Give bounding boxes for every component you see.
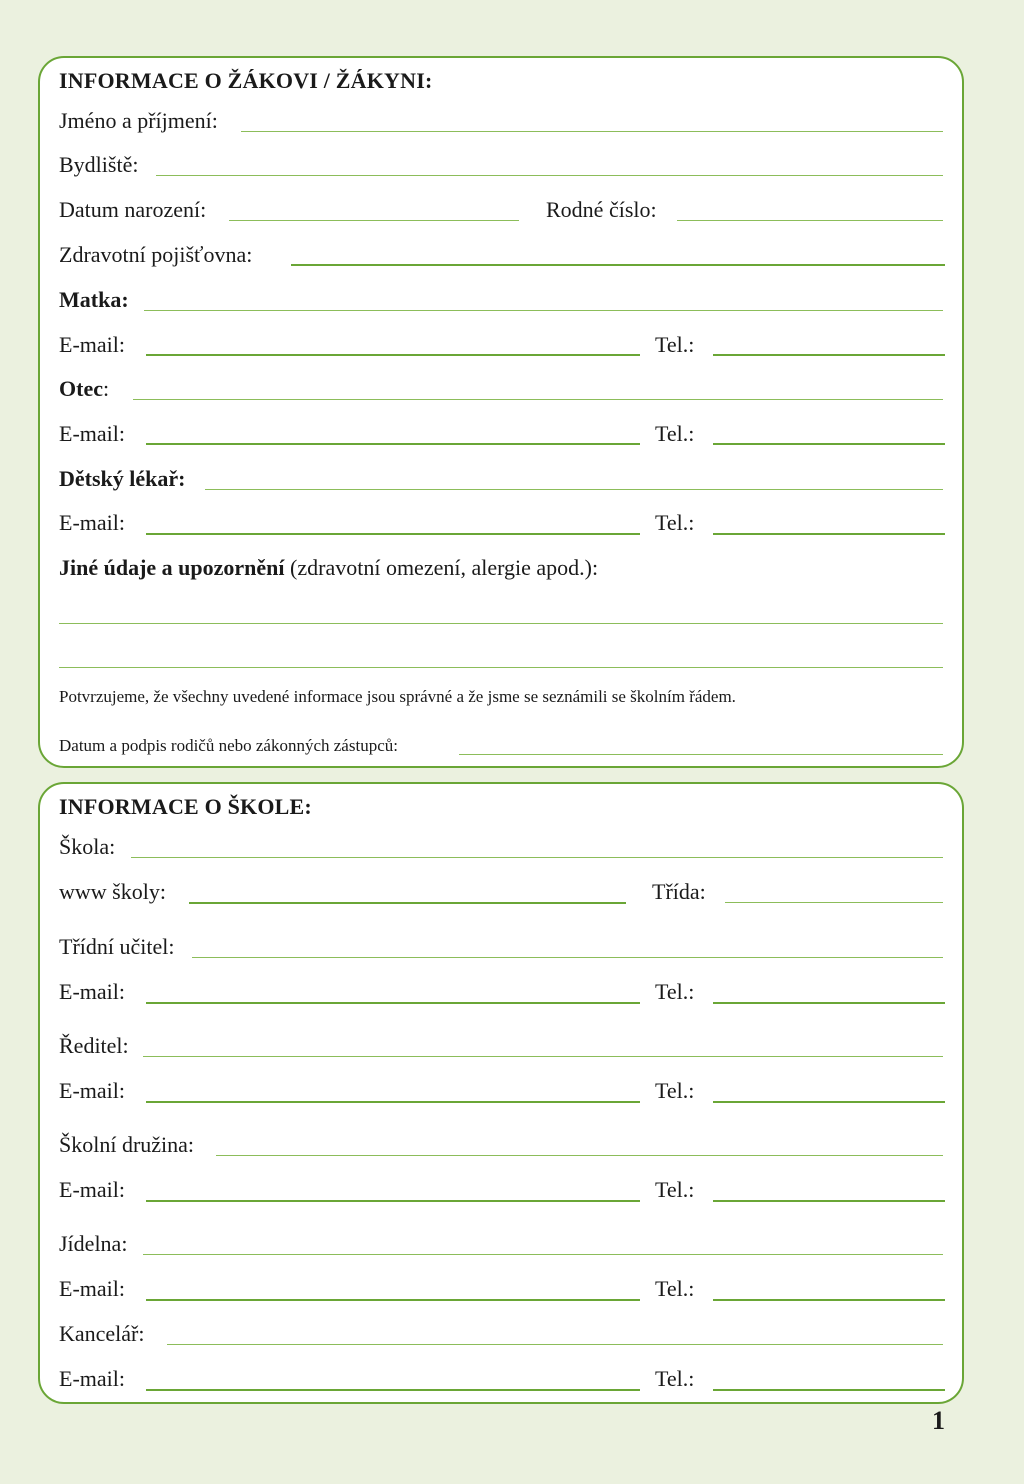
principal-label: Ředitel: (59, 1033, 129, 1058)
doctor-email-label: E-mail: (59, 510, 125, 535)
mother-field[interactable] (144, 310, 943, 311)
web-field[interactable] (189, 902, 626, 904)
doctor-label: Dětský lékař: (59, 466, 186, 491)
office-tel-field[interactable] (713, 1389, 945, 1391)
father-email-label: E-mail: (59, 421, 125, 446)
teacher-email-label: E-mail: (59, 979, 125, 1004)
signature-field[interactable] (459, 754, 943, 755)
student-info-panel (38, 56, 964, 768)
student-section-title: INFORMACE O ŽÁKOVI / ŽÁKYNI: (59, 68, 433, 93)
afterschool-email-field[interactable] (146, 1200, 640, 1202)
other-info-field-line-2[interactable] (59, 667, 943, 668)
principal-tel-label: Tel.: (655, 1078, 695, 1103)
doctor-field[interactable] (205, 489, 943, 490)
office-email-field[interactable] (146, 1389, 640, 1391)
doctor-tel-label: Tel.: (655, 510, 695, 535)
class-label: Třída: (652, 879, 706, 904)
canteen-email-field[interactable] (146, 1299, 640, 1301)
school-label: Škola: (59, 834, 116, 859)
birth-date-field[interactable] (229, 220, 519, 221)
mother-email-label: E-mail: (59, 332, 125, 357)
canteen-tel-field[interactable] (713, 1299, 945, 1301)
web-label: www školy: (59, 879, 166, 904)
birth-number-label: Rodné číslo: (546, 197, 657, 222)
doctor-email-field[interactable] (146, 533, 640, 535)
teacher-tel-label: Tel.: (655, 979, 695, 1004)
teacher-field[interactable] (192, 957, 943, 958)
principal-tel-field[interactable] (713, 1101, 945, 1103)
canteen-label: Jídelna: (59, 1231, 128, 1256)
birth-number-field[interactable] (677, 220, 943, 221)
principal-email-label: E-mail: (59, 1078, 125, 1103)
father-field[interactable] (133, 399, 943, 400)
canteen-tel-label: Tel.: (655, 1276, 695, 1301)
mother-email-field[interactable] (146, 354, 640, 356)
teacher-tel-field[interactable] (713, 1002, 945, 1004)
principal-email-field[interactable] (146, 1101, 640, 1103)
address-field[interactable] (156, 175, 943, 176)
canteen-email-label: E-mail: (59, 1276, 125, 1301)
teacher-label: Třídní učitel: (59, 934, 175, 959)
father-colon: : (102, 376, 110, 401)
other-info-label (59, 555, 598, 581)
office-label: Kancelář: (59, 1321, 145, 1346)
office-email-label: E-mail: (59, 1366, 125, 1391)
father-email-field[interactable] (146, 443, 640, 445)
afterschool-tel-label: Tel.: (655, 1177, 695, 1202)
doctor-tel-field[interactable] (713, 533, 945, 535)
other-info-label-bold: Jiné údaje a upozornění (59, 555, 285, 580)
name-field[interactable] (241, 131, 943, 132)
other-info-field-line-1[interactable] (59, 623, 943, 624)
address-label: Bydliště: (59, 152, 139, 177)
principal-field[interactable] (143, 1056, 943, 1057)
signature-label: Datum a podpis rodičů nebo zákonných zástupců: (59, 736, 398, 755)
father-tel-label: Tel.: (655, 421, 695, 446)
afterschool-field[interactable] (216, 1155, 943, 1156)
mother-label: Matka: (59, 287, 129, 312)
father-label: Otec (59, 376, 103, 401)
school-section-title: INFORMACE O ŠKOLE: (59, 794, 312, 819)
father-tel-field[interactable] (713, 443, 945, 445)
father-label-wrap (59, 376, 109, 402)
page-number: 1 (932, 1406, 945, 1435)
birth-date-label: Datum narození: (59, 197, 207, 222)
afterschool-tel-field[interactable] (713, 1200, 945, 1202)
afterschool-email-label: E-mail: (59, 1177, 125, 1202)
name-label: Jméno a příjmení: (59, 108, 218, 133)
office-field[interactable] (167, 1344, 943, 1345)
office-tel-label: Tel.: (655, 1366, 695, 1391)
canteen-field[interactable] (143, 1254, 943, 1255)
other-info-label-note: (zdravotní omezení, alergie apod.): (284, 555, 599, 580)
class-field[interactable] (725, 902, 943, 903)
school-field[interactable] (131, 857, 943, 858)
insurance-field[interactable] (291, 264, 945, 266)
insurance-label: Zdravotní pojišťovna: (59, 242, 253, 267)
mother-tel-field[interactable] (713, 354, 945, 356)
mother-tel-label: Tel.: (655, 332, 695, 357)
afterschool-label: Školní družina: (59, 1132, 195, 1157)
teacher-email-field[interactable] (146, 1002, 640, 1004)
confirmation-text: Potvrzujeme, že všechny uvedené informace jsou správné a že jsme se seznámili se školním řádem. (59, 687, 736, 706)
school-info-panel (38, 782, 964, 1404)
